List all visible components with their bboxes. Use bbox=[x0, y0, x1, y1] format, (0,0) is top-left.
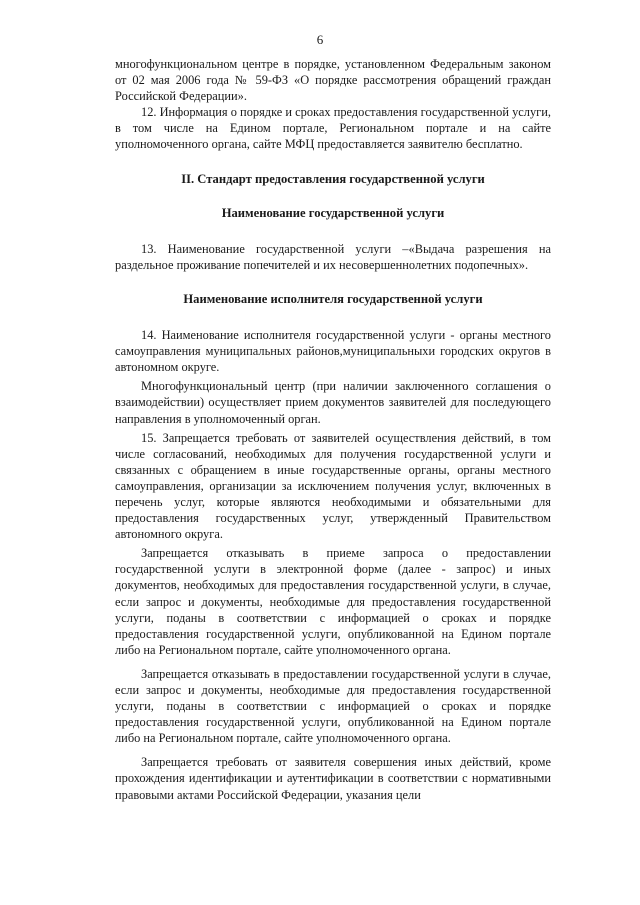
paragraph-15-provision-refusal: Запрещается отказывать в предоставлении государственной услуги в случае, если запрос и документы, необходимые для предоставления государственной услуги, поданы в соответствии с информацией о сроках и порядке предоставления государственной услуги, опубликованной на Едином портале либо на Региональном портале, сайте уполномоченного органа. bbox=[115, 666, 551, 746]
paragraph-15: 15. Запрещается требовать от заявителей осуществления действий, в том числе согласований, необходимых для получения государственной услуги и связанных с обращением в иные государственные органы, органы местного самоуправления, организации за исключением получения услуг, включенных в перечень услуг, которые являются необходимыми и обязательными для предоставления государственных услуг, утвержденный Правительством автономного округа. bbox=[115, 430, 551, 542]
document-body bbox=[115, 56, 551, 803]
paragraph-14: 14. Наименование исполнителя государственной услуги - органы местного самоуправления муниципальных районов,муниципальныхи городских округов в автономном округе. bbox=[115, 328, 551, 375]
subheading-service-name: Наименование государственной услуги bbox=[221, 205, 445, 220]
page-number: 6 bbox=[316, 32, 324, 47]
paragraph-12: 12. Информация о порядке и сроках предоставления государственной услуги, в том числе на Едином портале, Региональном портале и на сайте уполномоченного органа, сайте МФЦ предоставляется заявителю бесплатно. bbox=[115, 105, 551, 152]
paragraph-14-mfc: Многофункциональный центр (при наличии заключенного соглашения о взаимодействии) осуществляет прием документов заявителей для последующего направления в уполномоченный орган. bbox=[115, 379, 551, 426]
section-heading-standard: II. Стандарт предоставления государственной услуги bbox=[181, 171, 485, 186]
subheading-service-executor: Наименование исполнителя государственной услуги bbox=[183, 291, 483, 306]
paragraph-13: 13. Наименование государственной услуги –«Выдача разрешения на раздельное проживание попечителей и их несовершеннолетних подопечных». bbox=[115, 241, 551, 272]
paragraph-continuation: многофункциональном центре в порядке, установленном Федеральным законом от 02 мая 2006 года № 59-ФЗ «О порядке рассмотрения обращений граждан Российской Федерации». bbox=[115, 57, 551, 104]
paragraph-15-other-actions: Запрещается требовать от заявителя совершения иных действий, кроме прохождения идентификации и аутентификации в соответствии с нормативными правовыми актами Российской Федерации, указания цели bbox=[115, 755, 551, 802]
paragraph-15-reception-refusal: Запрещается отказывать в приеме запроса о предоставлении государственной услуги в электронной форме (далее - запрос) и иных документов, необходимых для предоставления государственной услуги, в случае, если запрос и документы, необходимые для предоставления государственной услуги, поданы в соответствии с информацией о сроках и порядке предоставления государственной услуги, опубликованной на Едином портале либо на Региональном портале, сайте уполномоченного органа. bbox=[115, 546, 551, 657]
